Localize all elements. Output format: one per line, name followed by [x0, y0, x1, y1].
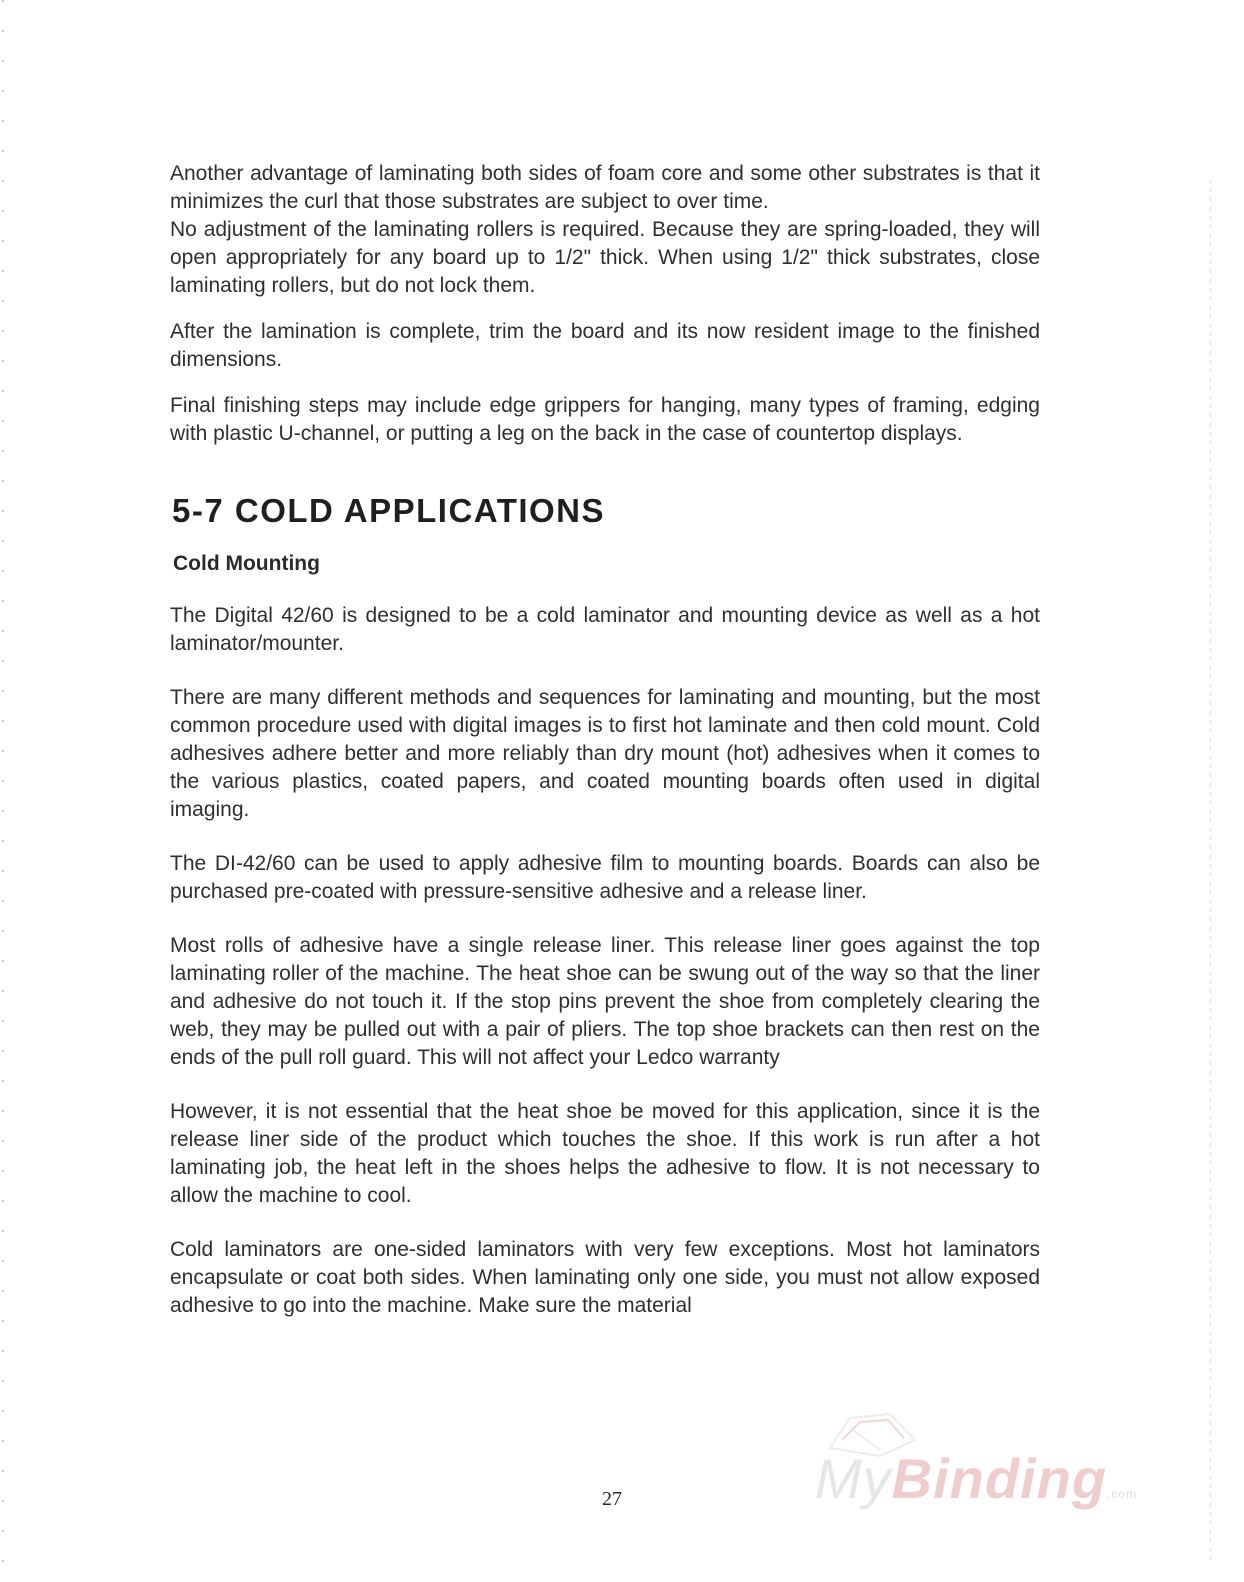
paragraph-curl: Another advantage of laminating both sides of foam core and some other substrates is that it minimizes the curl that those substrates are subject to over time.: [170, 162, 1040, 213]
watermark-text: [815, 1446, 1137, 1511]
watermark-brand: Binding: [891, 1447, 1108, 1510]
paragraph-rollers: No adjustment of the laminating rollers is required. Because they are spring-loaded, they will open appropriately for any board up to 1/2" thick. When using 1/2" thick substrates, close laminating rollers, but do not lock them.: [170, 218, 1040, 297]
page-number: 27: [602, 1488, 622, 1510]
paragraph-digital-intro: The Digital 42/60 is designed to be a cold laminator and mounting device as well as a hot laminator/mounter.: [170, 604, 1040, 655]
paragraph-release-liner: Most rolls of adhesive have a single release liner. This release liner goes against the top laminating roller of the machine. The heat shoe can be swung out of the way so that the liner and adhesive do not touch it. If the stop pins prevent the shoe from completely clearing the web, they may be pulled out with a pair of pliers. The top shoe brackets can then rest on the ends of the pull roll guard. This will not affect your Ledco warranty: [170, 934, 1040, 1069]
paragraph-adhesive-film: The DI-42/60 can be used to apply adhesive film to mounting boards. Boards can also be purchased pre-coated with pressure-sensitive adhesive and a release liner.: [170, 852, 1040, 903]
section-heading: 5-7 COLD APPLICATIONS: [172, 492, 606, 529]
watermark-logo: [815, 1410, 1195, 1520]
paragraph-finishing: Final finishing steps may include edge grippers for hanging, many types of framing, edging with plastic U-channel, or putting a leg on the back in the case of countertop displays.: [170, 394, 1040, 445]
watermark-prefix: My: [815, 1447, 892, 1510]
paragraph-heat-shoe: However, it is not essential that the heat shoe be moved for this application, since it is the release liner side of the product which touches the shoe. If this work is run after a hot laminating job, the heat left in the shoes helps the adhesive to flow. It is not necessary to allow the machine to cool.: [170, 1100, 1040, 1207]
page-content: [170, 160, 1040, 1320]
paragraph-trim: After the lamination is complete, trim the board and its now resident image to the finished dimensions.: [170, 320, 1040, 371]
scan-edge-right: [1210, 180, 1211, 1560]
paragraph-methods: There are many different methods and sequences for laminating and mounting, but the most common procedure used with digital images is to first hot laminate and then cold mount. Cold adhesives adhere better and more reliably than dry mount (hot) adhesives when it comes to the various plastics, coated papers, and coated mounting boards often used in digital imaging.: [170, 686, 1040, 821]
watermark-suffix: .com: [1107, 1487, 1138, 1501]
scan-edge-left: [2, 0, 4, 1582]
paragraph-one-sided: Cold laminators are one-sided laminators with very few exceptions. Most hot laminators encapsulate or coat both sides. When laminating only one side, you must not allow exposed adhesive to go into the machine. Make sure the material: [170, 1238, 1040, 1317]
subheading-cold-mounting: Cold Mounting: [173, 552, 320, 575]
